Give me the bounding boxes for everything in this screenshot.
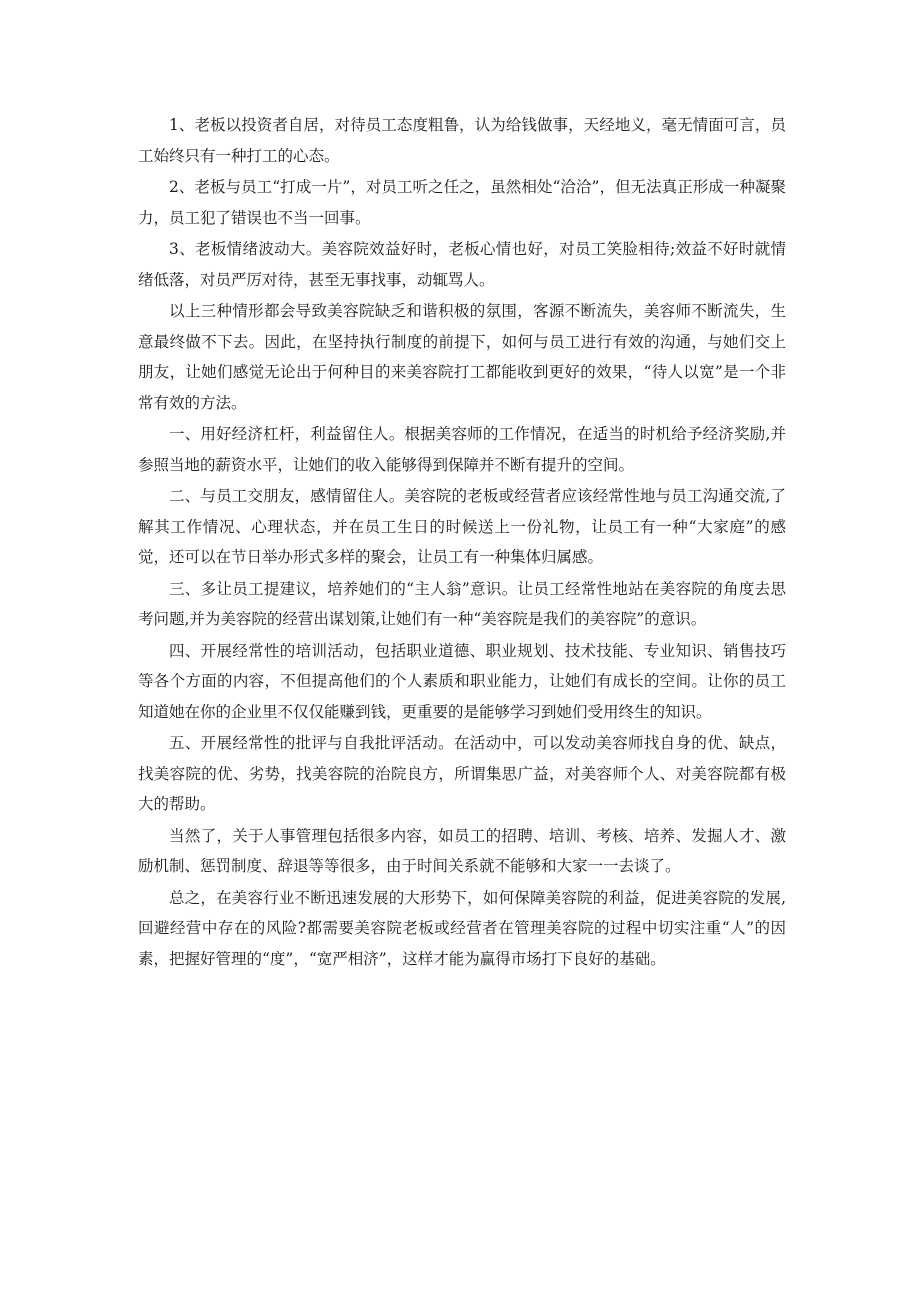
paragraph-suggestions: 三、多让员工提建议，培养她们的“主人翁”意识。让员工经常性地站在美容院的角度去思考问题,并为美容院的经营出谋划策,让她们有一种“美容院是我们的美容院”的意识。 <box>138 579 786 628</box>
paragraph-hr-management: 当然了，关于人事管理包括很多内容，如员工的招聘、培训、考核、培养、发掘人才、激励机制、惩罚制度、辞退等等很多，由于时间关系就不能够和大家一一去谈了。 <box>138 826 786 875</box>
paragraph-make-friends: 二、与员工交朋友，感情留住人。美容院的老板或经营者应该经常性地与员工沟通交流,了解其工作情况、心理状态，并在员工生日的时候送上一份礼物，让员工有一种“大家庭”的感觉，还可以在节日举办形式多样的聚会，让员工有一种集体归属感。 <box>138 487 786 566</box>
paragraph-conclusion: 总之，在美容行业不断迅速发展的大形势下，如何保障美容院的利益，促进美容院的发展,回避经营中存在的风险?都需要美容院老板或经营者在管理美容院的过程中切实注重“人”的因素，把握好管理的“度”，“宽严相济”，这样才能为赢得市场打下良好的基础。 <box>138 888 786 968</box>
document-body <box>138 110 786 975</box>
paragraph-boss-friendly: 2、老板与员工“打成一片”，对员工听之任之，虽然相处“洽洽”，但无法真正形成一种凝聚力，员工犯了错误也不当一回事。 <box>138 178 786 227</box>
paragraph-economic-lever: 一、用好经济杠杆，利益留住人。根据美容师的工作情况，在适当的时机给予经济奖励,并参照当地的薪资水平，让她们的收入能够得到保障并不断有提升的空间。 <box>138 425 786 474</box>
paragraph-summary-tolerance: 以上三种情形都会导致美容院缺乏和谐积极的氛围，客源不断流失，美容师不断流失，生意最终做不下去。因此，在坚持执行制度的前提下，如何与员工进行有效的沟通，与她们交上朋友，让她们感觉无论出于何种目的来美容院打工都能收到更好的效果，“待人以宽”是一个非常有效的方法。 <box>138 302 786 412</box>
paragraph-boss-investor: 1、老板以投资者自居，对待员工态度粗鲁，认为给钱做事，天经地义，毫无情面可言，员工始终只有一种打工的心态。 <box>138 116 786 165</box>
paragraph-training: 四、开展经常性的培训活动，包括职业道德、职业规划、技术技能、专业知识、销售技巧等各个方面的内容，不但提高他们的个人素质和职业能力，让她们有成长的空间。让你的员工知道她在你的企业里不仅仅能赚到钱，更重要的是能够学习到她们受用终生的知识。 <box>138 641 786 721</box>
paragraph-boss-mood: 3、老板情绪波动大。美容院效益好时，老板心情也好，对员工笑脸相待;效益不好时就情绪低落，对员严厉对待，甚至无事找事，动辄骂人。 <box>138 240 786 289</box>
paragraph-criticism: 五、开展经常性的批评与自我批评活动。在活动中，可以发动美容师找自身的优、缺点，找美容院的优、劣势，找美容院的治院良方，所谓集思广益，对美容师个人、对美容院都有极大的帮助。 <box>138 734 786 813</box>
